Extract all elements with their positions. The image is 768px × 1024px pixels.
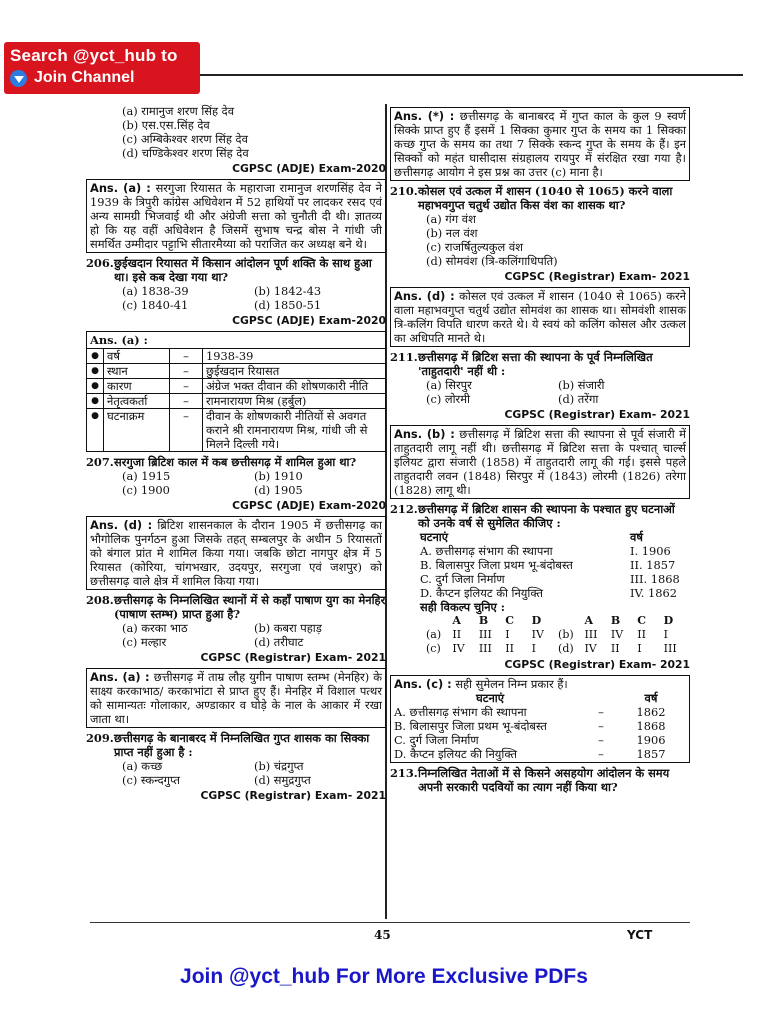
table-row: ● वर्ष – 1938-39 [87, 348, 385, 363]
exam-tag: CGPSC (Registrar) Exam- 2021 [504, 270, 690, 283]
page-number: 45 [374, 928, 391, 942]
answer-table-header: घटनाएं वर्ष [475, 691, 658, 705]
option-row: (a) करका भाठ (b) कबरा पहाड़ [122, 621, 322, 635]
answer-box: Ans. (*) : छत्तीसगढ़ के बानाबरद में गुप्त काल के कुल 9 स्वर्ण सिक्के प्राप्त हुए हैं इसमें 1 सिक्का कुमार गुप्त के समय का 1 सिक्का कच्छ गुप्त के समय का तथा 7 सिक्के स्कन्द गुप्त के समय के हैं। इन सिक्कों को महंत घासीदास संग्रहालय रायपुर में संरक्षित रखा गया है। छत्तीसगढ़ आयोग ने इस प्रश्न का उत्तर (c) माना है। [390, 107, 690, 181]
question-211: 211. छत्तीसगढ़ में ब्रिटिश सत्ता की स्थापना के पूर्व निम्नलिखित 'ताहुतदारी' नहीं थी : [390, 350, 653, 378]
question-208: 208. छत्तीसगढ़ के निम्नलिखित स्थानों में से कहाँ पाषाण युग का मेनहिर (पाषाण स्तम्भ) प्राप्त हुआ है? [86, 593, 386, 621]
match-row: B. बिलासपुर जिला प्रथम भू-बंदोबस्त II. 1857 [420, 558, 676, 572]
left-column [86, 104, 386, 805]
option-row: (a) सिरपुर (b) संजारी [426, 378, 605, 392]
answer-table-row: A. छत्तीसगढ़ संभाग की स्थापना – 1862 [394, 705, 666, 719]
codes-row: (a) II III I IV (b) III IV II I [426, 628, 669, 641]
exam-tag: CGPSC (Registrar) Exam- 2021 [504, 408, 690, 421]
option: (a) गंग वंश [426, 212, 476, 226]
option: (b) नल वंश [426, 226, 478, 240]
question-206: 206. छुईखदान रियासत में किसान आंदोलन पूर्ण शक्ति के साथ हुआ था। इसे कब देखा गया था? [86, 256, 372, 284]
answer-box: Ans. (a) : छत्तीसगढ़ में ताम्र लौह युगीन पाषाण स्तम्भ (मेनहिर) के साक्ष्य करकाभाठ/ करकाभांटा से प्राप्त हुए हैं। मेनहिर में विशाल पत्थर को सामान्यतः गोलाकार, अण्डाकार व घोड़े के नाल के आकार में रखा जाता था। [86, 668, 386, 728]
answer-table-row: C. दुर्ग जिला निर्माण – 1906 [394, 733, 666, 747]
option-row: (a) 1838-39 (b) 1842-43 [122, 284, 322, 298]
option-row: (c) लोरमी (d) तरेंगा [426, 392, 599, 406]
option-row: (a) कच्छ (b) चंद्रगुप्त [122, 759, 304, 773]
option-row: (c) स्कन्दगुप्त (d) समुद्रगुप्त [122, 773, 311, 787]
question-209: 209. छत्तीसगढ़ के बानाबरद में निम्नलिखित गुप्त शासक का सिक्का प्राप्त नहीं हुआ है : [86, 731, 370, 759]
option: (d) चण्डिकेश्वर शरण सिंह देव [122, 146, 249, 160]
exam-tag: CGPSC (Registrar) Exam- 2021 [504, 658, 690, 671]
answer-box: Ans. (c) : सही सुमेलन निम्न प्रकार हैं। घटनाएं वर्ष A. छत्तीसगढ़ संभाग की स्थापना – 1862 B. बिलासपुर जिला प्रथम भू-बंदोबस्त – 1868 C. दुर्ग जिला निर्माण – 1906 D. कैप्टन इलियट की नियुक्ति – 1857 [390, 675, 690, 763]
join-link[interactable]: Join @yct_hub For More Exclusive PDFs [180, 965, 588, 988]
match-header: घटनाएं वर्ष [420, 530, 643, 544]
table-row: ● नेतृत्वकर्ता – रामनारायण मिश्र (हर्बुल) [87, 393, 385, 408]
option-row: (c) 1840-41 (d) 1850-51 [122, 298, 322, 312]
banner-line-2: Join Channel [34, 69, 135, 86]
codes-header: A B C D A B C D [452, 614, 674, 627]
choose-label: सही विकल्प चुनिए : [420, 600, 505, 614]
option: (d) सोमवंश (त्रि-कलिंगाधिपति) [426, 254, 558, 268]
table-row: ● कारण – अंग्रेज भक्त दीवान की शोषणकारी नीति [87, 378, 385, 393]
answer-box: Ans. (d) : ब्रिटिश शासनकाल के दौरान 1905 में छत्तीसगढ़ का भौगोलिक पुनर्गठन हुआ जिसके तहत् सम्बलपुर के अधीन 5 रियासतों को बंगाल प्रांत मे शामिल किया गया। जबकि छोटा नागपुर क्षेत्र में 5 रियासत (कोरिया, चांगभखार, उदयपुर, सरगुजा एवं जशपुर) को छत्तीसगढ़ वाले क्षेत्र में शामिल किया गया। [86, 516, 386, 590]
question-213: 213. निम्नलिखित नेताओं में से किसने असहयोग आंदोलन के समय अपनी सरकारी पदवियों का त्याग नहीं किया था? [390, 766, 670, 794]
option: (b) एस.एस.सिंह देव [122, 118, 210, 132]
match-row: C. दुर्ग जिला निर्माण III. 1868 [420, 572, 680, 586]
exam-tag: CGPSC (ADJE) Exam-2020 [232, 499, 386, 512]
answer-box: Ans. (a) : सरगुजा रियासत के महाराजा रामानुज शरणसिंह देव ने 1939 के त्रिपुरी कांग्रेस अधिवेशन में 52 हाथियों पर लादकर रसद एवं अन्य सामग्री भिजवाई थी और अंग्रेजी सत्ता को चुनौती दी थी। ज्ञातव्य हो कि यह वहीं अधिवेशन है जिसमें सुभाष चन्द्र बोस ने गांधी जी समर्थित उम्मीदार पट्टाभि सीतारमैय्या को पराजित कर अध्यक्ष बने थे। [86, 179, 386, 253]
option-row: (c) मल्हार (d) तरीघाट [122, 635, 304, 649]
option: (c) अम्बिकेश्वर शरण सिंह देव [122, 132, 248, 146]
match-row: A. छत्तीसगढ़ संभाग की स्थापना I. 1906 [420, 544, 671, 558]
answer-box: Ans. (b) : छत्तीसगढ़ में ब्रिटिश सत्ता की स्थापना से पूर्व संजारी में ताहुतदारी लागू नहीं थी। छत्तीसगढ़ में ब्रिटिश सत्ता के पश्चात् चार्ल्स इलियट द्वारा संजारी (1858) में ताहुतदारी लागू की गई। इससे पहले ताहुतदारी लवन (1848) सिरपुर में (1843) लोरमी (1826) तरेगा (1828) लागू थी। [390, 425, 690, 499]
question-210: 210. कोसल एवं उत्कल में शासन (1040 से 1065) करने वाला महाभवगुप्त चतुर्थ उद्योत किस वंश का शासक था? [390, 184, 673, 212]
telegram-icon [10, 70, 27, 87]
header-rule [200, 74, 743, 76]
exam-tag: CGPSC (Registrar) Exam- 2021 [200, 789, 386, 802]
brand-label: YCT [627, 928, 653, 942]
question-212: 212. छत्तीसगढ़ में ब्रिटिश शासन की स्थापना के पश्चात हुए घटनाओं को उनके वर्ष से सुमेलित कीजिए : [390, 502, 675, 530]
option: (c) राजर्षितुल्यकुल वंश [426, 240, 523, 254]
exam-tag: CGPSC (Registrar) Exam- 2021 [200, 651, 386, 664]
codes-row: (c) IV III II I (d) IV II I III [426, 642, 677, 655]
answer-table [86, 331, 386, 452]
question-207: 207. सरगुजा ब्रिटिश काल में कब छत्तीसगढ़ में शामिल हुआ था? [86, 455, 357, 469]
option: (a) रामानुज शरण सिंह देव [122, 104, 235, 118]
answer-table-row: B. बिलासपुर जिला प्रथम भू-बंदोबस्त – 1868 [394, 719, 666, 733]
exam-tag: CGPSC (ADJE) Exam-2020 [232, 314, 386, 327]
table-row: ● घटनाक्रम – दीवान के शोषणकारी नीतियों से अवगत कराने श्री रामनारायण मिश्र, गांधी जी से मिलने दिल्ली गये। [87, 408, 385, 451]
banner-line-1: Search @yct_hub to [10, 46, 178, 65]
match-row: D. कैप्टन इलियट की नियुक्ति IV. 1862 [420, 586, 677, 600]
right-column [390, 104, 690, 794]
channel-banner[interactable] [4, 42, 200, 94]
table-row: ● स्थान – छुईखदान रियासत [87, 363, 385, 378]
q205-options [86, 104, 386, 160]
option-row: (c) 1900 (d) 1905 [122, 483, 303, 497]
answer-table-row: D. कैप्टन इलियट की नियुक्ति – 1857 [394, 747, 666, 761]
answer-box: Ans. (d) : कोसल एवं उत्कल में शासन (1040 से 1065) करने वाला महाभवगुप्त चतुर्थ उद्योत सोमवंश का शासक था। सोमवंशी शासक त्रि-कलिंग विपति धारण करते थे। ये स्वयं को कलिंग कोसल और उत्कल का अधिपति मानते थे। [390, 287, 690, 347]
option-row: (a) 1915 (b) 1910 [122, 469, 303, 483]
footer-rule [90, 922, 690, 923]
exam-tag: CGPSC (ADJE) Exam-2020 [232, 162, 386, 175]
answer-label: Ans. (a) : [90, 333, 148, 347]
